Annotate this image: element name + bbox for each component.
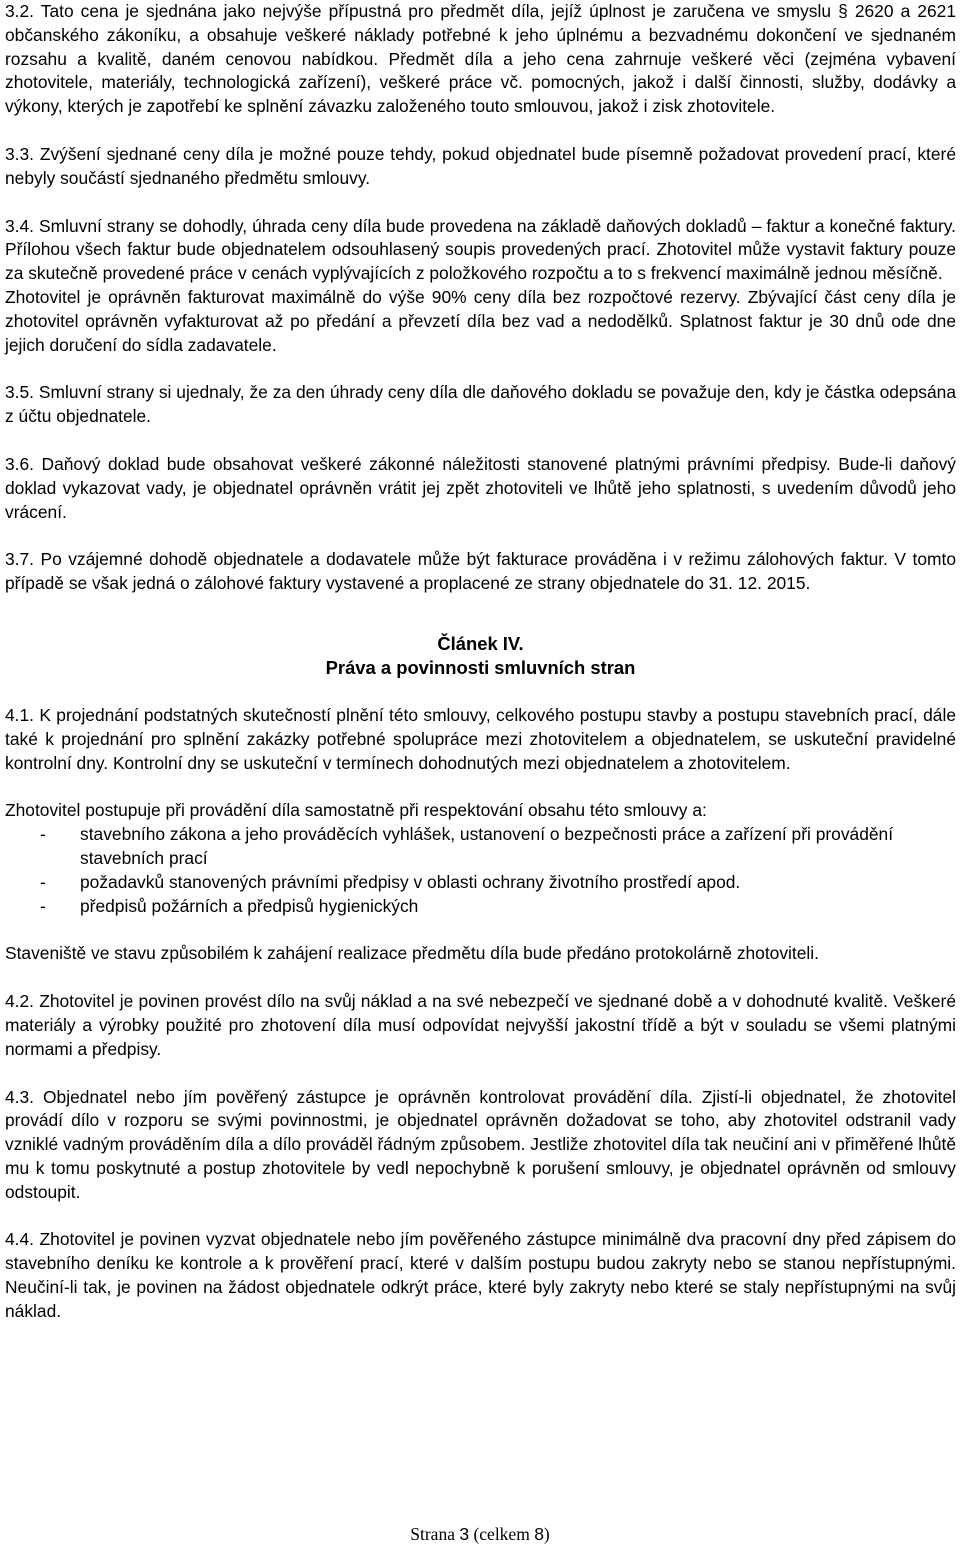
footer-page-number: 3 xyxy=(459,1524,470,1544)
list-item-text: požadavků stanovených právními předpisy v oblasti ochrany životního prostředí apod. xyxy=(80,871,741,892)
paragraph-4-4: 4.4. Zhotovitel je povinen vyzvat objednatele nebo jím pověřeného zástupce minimálně dva pracovní dny před zápisem do stavebního deníku ke kontrole a k prověření prací, které v dalším postupu budou zakryty nebo se stanou nepřístupnými. Neučiní-li tak, je povinen na žádost objednatele odkrýt práce, které byly zakryty nebo které se staly nepřístupnými na svůj náklad. xyxy=(5,1229,956,1321)
obligations-list xyxy=(5,823,956,918)
list-item xyxy=(5,823,956,871)
paragraph-4-1: 4.1. K projednání podstatných skutečností plnění této smlouvy, celkového postupu stavby a postupu stavebních prací, dále také k projednání pro splnění zakázky potřebné spolupráce mezi zhotovitelem a objednatelem, se uskuteční pravidelné kontrolní dny. Kontrolní dny se uskuteční v termínech dohodnutých mezi objednatelem a zhotovitelem. xyxy=(5,704,956,773)
list-intro: Zhotovitel postupuje při provádění díla samostatně při respektování obsahu této smlouvy a: xyxy=(5,800,707,821)
paragraph-4-2: 4.2. Zhotovitel je povinen provést dílo na svůj náklad a na své nebezpečí ve sjednané době a v dohodnuté kvalitě. Veškeré materiály a výrobky použité pro zhotovení díla musí odpovídat nejvyšší jakostní třídě a být v souladu se všemi platnými normami a předpisy. xyxy=(5,991,956,1059)
footer-prefix: Strana xyxy=(410,1524,460,1544)
paragraph-3-7: 3.7. Po vzájemné dohodě objednatele a dodavatele může být fakturace prováděna i v režimu zálohových faktur. V tomto případě se však jedná o zálohové faktury vystavené a proplacené ze strany objednatele do 31. 12. 2015. xyxy=(5,549,956,594)
paragraph-3-6: 3.6. Daňový doklad bude obsahovat veškeré zákonné náležitosti stanovené platnými právními předpisy. Bude-li daňový doklad vykazovat vady, je objednatel oprávněn vrátit jej zpět zhotoviteli ve lhůtě jeho splatnosti, s uvedením důvodů jeho vrácení. xyxy=(5,453,956,522)
paragraph-4-3: 4.3. Objednatel nebo jím pověřený zástupce je oprávněn kontrolovat provádění díla. Zjistí-li objednatel, že zhotovitel provádí dílo v rozporu se svými povinnostmi, je objednatel oprávněn dožadovat se toho, aby zhotovitel odstranil vady vzniklé vadným prováděním díla a dílo prováděl řádným způsobem. Jestliže zhotovitel díla tak neučiní ani v přiměřené lhůtě mu k tomu poskytnuté a postup zhotovitele by vedl nepochybně k porušení smlouvy, je objednatel oprávněn od smlouvy odstoupit. xyxy=(5,1086,956,1202)
footer-suffix: ) xyxy=(543,1524,550,1544)
list-item-text: stavebního zákona a jeho prováděcích vyhlášek, ustanovení o bezpečnosti práce a zařízení při provádění stavebních prací xyxy=(80,824,894,868)
article-number: Článek IV. xyxy=(437,632,524,654)
page-footer xyxy=(0,1523,960,1545)
list-dash: - xyxy=(40,895,46,916)
article-title: Práva a povinnosti smluvních stran xyxy=(325,656,636,678)
paragraph-3-5: 3.5. Smluvní strany si ujednaly, že za den úhrady ceny díla dle daňového dokladu se považuje den, kdy je částka odepsána z účtu objednatele. xyxy=(5,382,956,427)
list-dash: - xyxy=(40,871,46,892)
list-item xyxy=(5,871,956,895)
footer-total-pages: 8 xyxy=(534,1524,544,1544)
paragraph-3-2: 3.2. Tato cena je sjednána jako nejvýše přípustná pro předmět díla, jejíž úplnost je zaručena ve smyslu § 2620 a 2621 občanského zákoníku, a obsahuje veškeré náklady potřebné k jeho úplnému a bezvadnému dokončení ve sjednaném rozsahu a kvalitě, daném cenovou nabídkou. Předmět díla a jeho cena zahrnuje veškeré věci (zejména vybavení zhotovitele, materiály, technologická zařízení), veškeré práce vč. pomocných, jakož i další činnosti, služby, dodávky a výkony, kterých je zapotřebí ke splnění závazku založeného touto smlouvou, jakož i zisk zhotovitele. xyxy=(5,1,956,117)
document-body xyxy=(5,0,956,1324)
list-item xyxy=(5,895,956,919)
paragraph-3-4: 3.4. Smluvní strany se dohodly, úhrada ceny díla bude provedena na základě daňových dokladů – faktur a konečné faktury. Přílohou všech faktur bude objednatelem odsouhlasený soupis provedených prací. Zhotovitel může vystavit faktury pouze za skutečně provedené práce v cenách vyplývajících z položkového rozpočtu a to s frekvencí maximálně jednou měsíčně. xyxy=(5,215,956,284)
list-item-text: předpisů požárních a předpisů hygienických xyxy=(80,895,419,916)
list-dash: - xyxy=(40,824,46,845)
paragraph-3-4-continued: Zhotovitel je oprávněn fakturovat maximálně do výše 90% ceny díla bez rozpočtové rezervy. Zbývající část ceny díla je zhotovitel oprávněn vyfakturovat až po předání a převzetí díla bez vad a nedodělků. Splatnost faktur je 30 dnů ode dne jejich doručení do sídla zadavatele. xyxy=(5,286,956,355)
footer-middle: (celkem xyxy=(469,1524,535,1544)
paragraph-3-3: 3.3. Zvýšení sjednané ceny díla je možné pouze tehdy, pokud objednatel bude písemně požadovat provedení prací, které nebyly součástí sjednaného předmětu smlouvy. xyxy=(5,143,956,188)
paragraph-staveniste: Staveniště ve stavu způsobilém k zahájení realizace předmětu díla bude předáno protokolárně zhotoviteli. xyxy=(5,943,819,964)
